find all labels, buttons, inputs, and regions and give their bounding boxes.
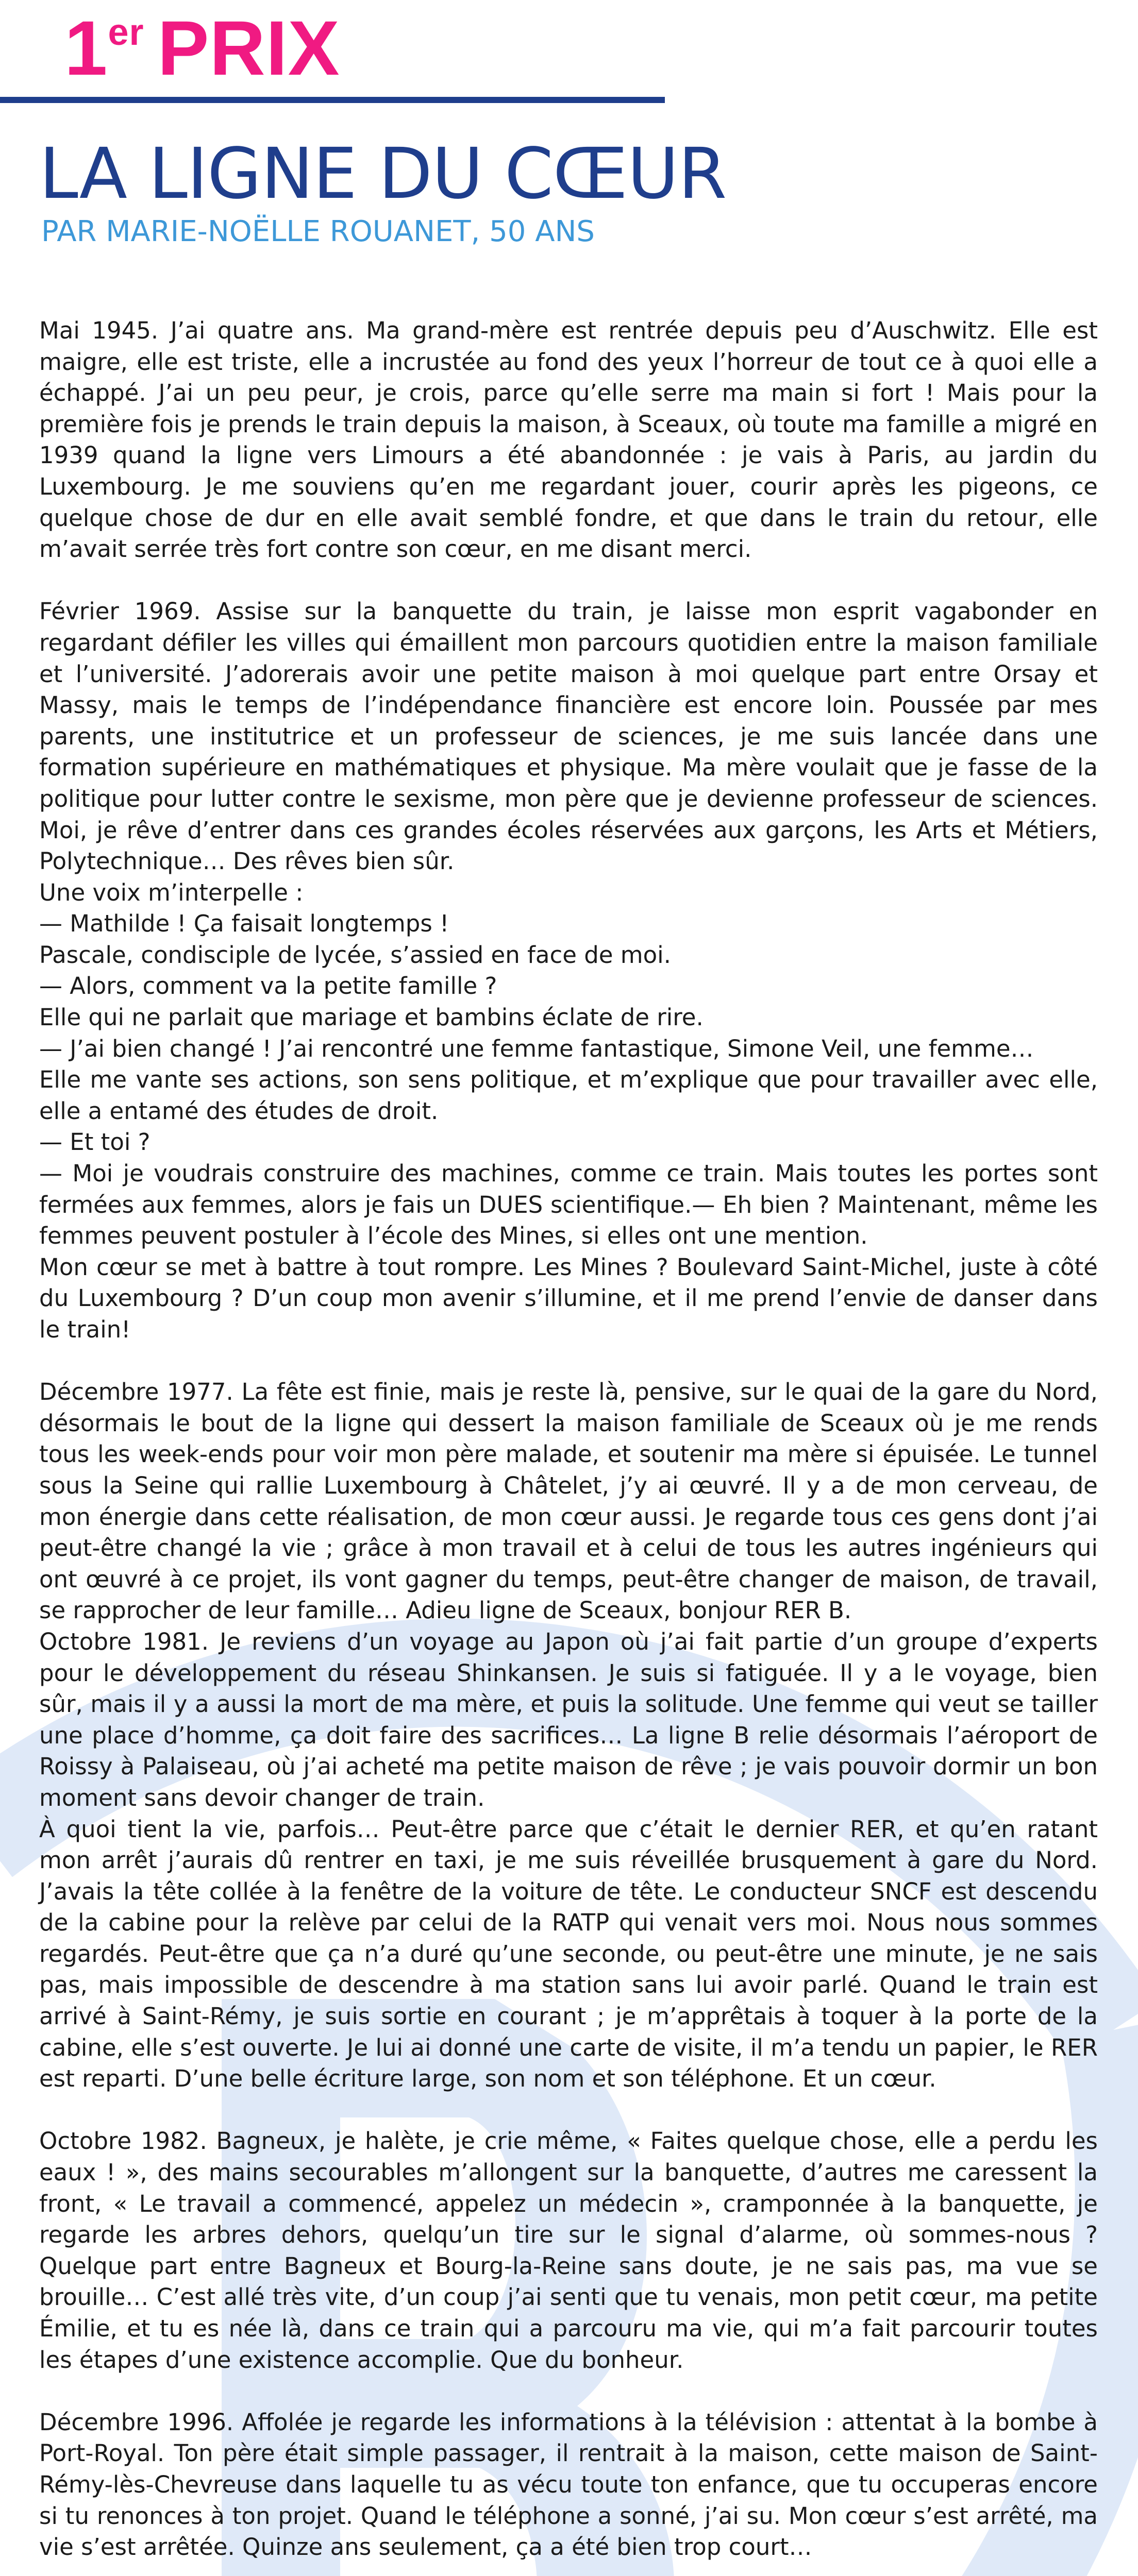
story-body	[39, 315, 1098, 2576]
story-paragraph: — Et toi ?	[39, 1128, 150, 1156]
header-rule	[0, 97, 665, 103]
story-paragraph: Février 1969. Assise sur la banquette du train, je laisse mon esprit vagabonder en regardant défiler les villes qui émaillent mon parcours quotidien entre la maison familiale et l’université. J’adorerais avoir une petite maison à moi quelque part entre Orsay et Massy, mais le temps de l’indépendance financière est encore loin. Poussée par mes parents, une institutrice et un professeur de sciences, je me suis lancée dans une formation supérieure en mathématiques et physique. Ma mère voulait que je fasse de la politique pour lutter contre le sexisme, mon père que je devienne professeur de sciences. Moi, je rêve d’entrer dans ces grandes écoles réservées aux garçons, les Arts et Métiers, Polytechnique… Des rêves bien sûr.	[39, 598, 1098, 875]
author-byline: PAR MARIE-NOËLLE ROUANET, 50 ANS	[41, 215, 595, 248]
story-paragraph: Mai 1945. J’ai quatre ans. Ma grand-mère est rentrée depuis peu d’Auschwitz. Elle est maigre, elle est triste, elle a incrustée au fond des yeux l’horreur de tout ce à quoi elle a échappé. J’ai un peu peur, je crois, parce qu’elle serre ma main si fort ! Mais pour la première fois je prends le train depuis la maison, à Sceaux, où toute ma famille a migré en 1939 quand la ligne vers Limours a été abandonnée : je vais à Paris, au jardin du Luxembourg. Je me souviens qu’en me regardant jouer, courir après les pigeons, ce quelque chose de dur en elle avait semblé fondre, et que dans le train du retour, elle m’avait serrée très fort contre son cœur, en me disant merci.	[39, 317, 1098, 563]
story-paragraph: — Mathilde ! Ça faisait longtemps !	[39, 910, 449, 938]
story-paragraph: Elle me vante ses actions, son sens politique, et m’explique que pour travailler avec elle, elle a entamé des études de droit.	[39, 1066, 1098, 1125]
story-paragraph: Une voix m’interpelle :	[39, 878, 304, 906]
story-paragraph: Octobre 1981. Je reviens d’un voyage au Japon où j’ai fait partie d’un groupe d’experts pour le développement du réseau Shinkansen. Je suis si fatiguée. Il y a le voyage, bien sûr, mais il y a aussi la mort de ma mère, et puis la solitude. Une femme qui veut se tailler une place d’homme, ça doit faire des sacrifices… La ligne B relie désormais l’aéroport de Roissy à Palaiseau, où j’ai acheté ma petite maison de rêve ; je vais pouvoir dormir un bon moment sans devoir changer de train.	[39, 1628, 1098, 1811]
story-paragraph: À quoi tient la vie, parfois… Peut-être parce que c’était le dernier RER, et qu’en ratant mon arrêt j’aurais dû rentrer en taxi, je me suis réveillée brusquement à gare du Nord. J’avais la tête collée à la fenêtre de la voiture de tête. Le conducteur SNCF est descendu de la cabine pour la relève par celui de la RATP qui venait vers moi. Nous nous sommes regardés. Peut-être que ça n’a duré qu’une seconde, ou peut-être une minute, je ne sais pas, mais impossible de descendre à ma station sans lui avoir parlé. Quand le train est arrivé à Saint-Rémy, je suis sortie en courant ; je m’apprêtais à toquer à la porte de la cabine, elle s’est ouverte. Je lui ai donné une carte de visite, il m’a tendu un papier, le RER est reparti. D’une belle écriture large, son nom et son téléphone. Et un cœur.	[39, 1815, 1098, 2093]
story-paragraph: Elle qui ne parlait que mariage et bambins éclate de rire.	[39, 1004, 704, 1031]
story-paragraph: Mon cœur se met à battre à tout rompre. Les Mines ? Boulevard Saint-Michel, juste à côté du Luxembourg ? D’un coup mon avenir s’illumine, et il me prend l’envie de danser dans le train!	[39, 1253, 1098, 1343]
prize-heading	[64, 5, 340, 91]
prize-rank: 1	[64, 5, 108, 91]
story-paragraph: — Alors, comment va la petite famille ?	[39, 972, 497, 1000]
story-paragraph: Pascale, condisciple de lycée, s’assied en face de moi.	[39, 941, 671, 969]
prize-label: PRIX	[157, 5, 340, 91]
story-paragraph: Décembre 1996. Affolée je regarde les informations à la télévision : attentat à la bombe à Port-Royal. Ton père était simple passager, il rentrait à la maison, cette maison de Saint-Rémy-lès-Chevreuse dans laquelle tu as vécu toute ton enfance, que tu occuperas encore si tu renonces à ton projet. Quand le téléphone a sonné, j’ai su. Mon cœur s’est arrêté, ma vie s’est arrêtée. Quinze ans seulement, ça a été bien trop court…	[39, 2408, 1098, 2561]
story-title: LA LIGNE DU CŒUR	[39, 133, 727, 215]
story-paragraph: — J’ai bien changé ! J’ai rencontré une femme fantastique, Simone Veil, une femme…	[39, 1035, 1034, 1062]
story-paragraph: — Moi je voudrais construire des machines, comme ce train. Mais toutes les portes sont fermées aux femmes, alors je fais un DUES scientifique.— Eh bien ? Maintenant, même les femmes peuvent postuler à l’école des Mines, si elles ont une mention.	[39, 1160, 1098, 1250]
story-paragraph: Décembre 1977. La fête est finie, mais je reste là, pensive, sur le quai de la gare du Nord, désormais le bout de la ligne qui dessert la maison familiale de Sceaux où je me rends tous les week-ends pour voir mon père malade, et soutenir ma mère si épuisée. Le tunnel sous la Seine qui rallie Luxembourg à Châtelet, j’y ai œuvré. Il y a de mon cerveau, de mon énergie dans cette réalisation, de mon cœur aussi. Je regarde tous ces gens dont j’ai peut-être changé la vie ; grâce à mon travail et à celui de tous les autres ingénieurs qui ont œuvré à ce projet, ils vont gagner du temps, peut-être changer de maison, de travail, se rapprocher de leur famille… Adieu ligne de Sceaux, bonjour RER B.	[39, 1378, 1098, 1624]
story-paragraph: Octobre 1982. Bagneux, je halète, je crie même, « Faites quelque chose, elle a perdu les eaux ! », des mains secourables m’allongent sur la banquette, d’autres me caressent la front, « Le travail a commencé, appelez un médecin », cramponnée à la banquette, je regarde les arbres dehors, quelqu’un tire sur le signal d’alarme, où sommes-nous ? Quelque part entre Bagneux et Bourg-la-Reine sans doute, je ne sais pas, ma vue se brouille… C’est allé très vite, d’un coup j’ai senti que tu venais, mon petit cœur, ma petite Émilie, et tu es née là, dans ce train qui a parcouru ma vie, qui m’a fait parcourir toutes les étapes d’une existence accomplie. Que du bonheur.	[39, 2127, 1098, 2374]
prize-rank-suffix: er	[108, 12, 144, 53]
